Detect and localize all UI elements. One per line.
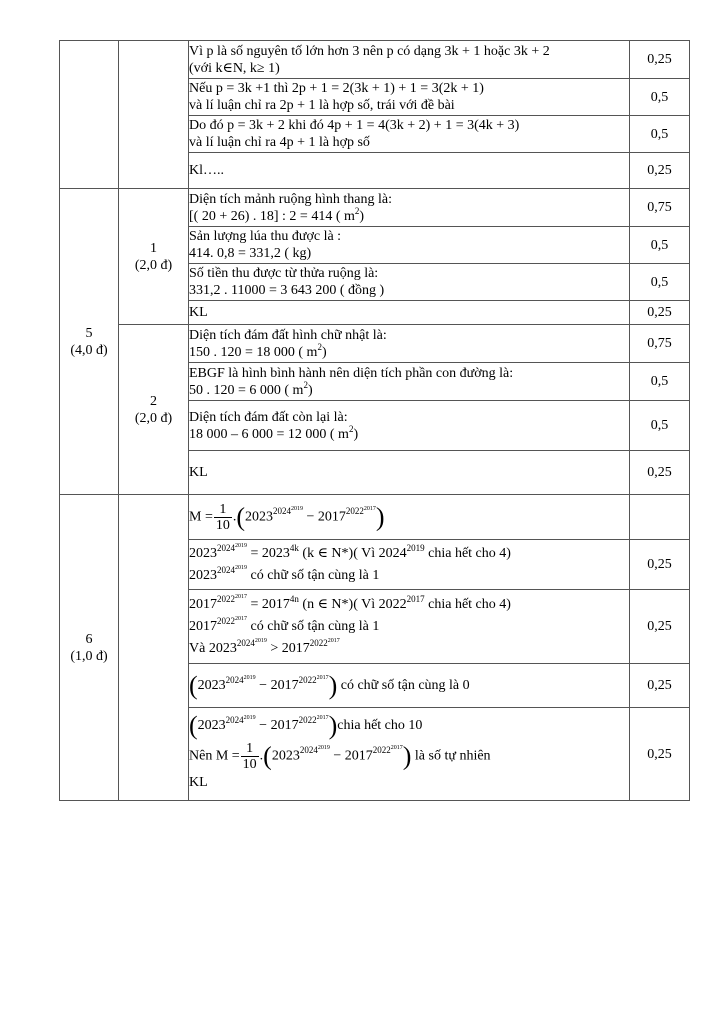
- part-number: 1: [150, 240, 157, 256]
- table-row: [60, 189, 690, 227]
- content-cell: [189, 301, 630, 325]
- score-cell: 0,25: [630, 153, 690, 189]
- score-cell: 0,25: [630, 590, 690, 664]
- part-cell: [119, 41, 189, 189]
- content-line: $2017^{2022^{2017}}$ có chữ số tận cùng là 1: [189, 615, 380, 634]
- content-cell: [189, 495, 630, 540]
- content-line: KL: [189, 774, 208, 790]
- score-cell: 0,25: [630, 540, 690, 590]
- content-line: và lí luận chỉ ra 4p + 1 là hợp số: [189, 135, 370, 150]
- part-points: (2,0 đ): [134, 410, 173, 426]
- content-line: Số tiền thu được từ thửa ruộng là:: [189, 266, 379, 281]
- part-points: (2,0 đ): [134, 257, 173, 273]
- content-line: Diện tích mảnh ruộng hình thang là:: [189, 191, 392, 207]
- score-cell: 0,25: [630, 301, 690, 325]
- table-row: [60, 325, 690, 363]
- content-cell: [189, 227, 630, 264]
- question-points: (4,0 đ): [70, 342, 108, 358]
- score-cell: [630, 495, 690, 540]
- content-cell: [189, 325, 630, 363]
- content-cell: [189, 401, 630, 451]
- content-line: 50 . 120 = 6 000 ( $m^2$): [189, 379, 313, 398]
- score-cell: 0,5: [630, 227, 690, 264]
- question-number: 6: [85, 631, 93, 647]
- content-line: 18 000 – 6 000 = 12 000 ( $m^2$): [189, 423, 359, 442]
- score-cell: 0,5: [630, 401, 690, 451]
- content-line: (với k∈N, k≥ 1): [189, 60, 280, 76]
- content-line: Vì p là số nguyên tố lớn hơn 3 nên p có dạng 3k + 1 hoặc 3k + 2: [189, 43, 550, 59]
- content-line: và lí luận chỉ ra 2p + 1 là hợp số, trái với đề bài: [189, 98, 455, 113]
- content-line: Nếu p = 3k +1 thì 2p + 1 = 2(3k + 1) + 1 = 3(2k + 1): [189, 81, 484, 96]
- part-number: 2: [150, 393, 157, 409]
- score-cell: 0,75: [630, 325, 690, 363]
- score-cell: 0,5: [630, 363, 690, 401]
- grading-table: [59, 40, 690, 801]
- question-cell: [60, 41, 119, 189]
- formula-m: M = $\frac{1}{10}$ $.(2023^{2024^{2019}} - 2017^{2022^{2017}})$: [189, 501, 385, 533]
- content-line: 331,2 . 11000 = 3 643 200 ( đồng ): [189, 283, 385, 298]
- content-line: 414. 0,8 = 331,2 ( kg): [189, 246, 312, 261]
- question-cell: [60, 495, 119, 801]
- content-cell: [189, 153, 630, 189]
- content-cell: [189, 41, 630, 79]
- score-cell: 0,25: [630, 451, 690, 495]
- score-cell: 0,5: [630, 79, 690, 116]
- content-line: $2023^{2024^{2019}}$ có chữ số tận cùng là 1: [189, 564, 380, 583]
- score-cell: 0,5: [630, 116, 690, 153]
- content-line: Sản lượng lúa thu được là :: [189, 229, 342, 244]
- content-line: Diện tích đám đất còn lại là:: [189, 409, 348, 425]
- content-cell: [189, 540, 630, 590]
- content-line: Nên M = $\frac{1}{10}$ $.(2023^{2024^{2019}} - 2017^{2022^{2017}})$ là số tự nhiên: [189, 740, 491, 772]
- content-line: KL: [189, 305, 208, 320]
- content-cell: [189, 189, 630, 227]
- part-cell: [119, 189, 189, 325]
- score-cell: 0,75: [630, 189, 690, 227]
- table-row: [60, 41, 690, 79]
- content-cell: [189, 116, 630, 153]
- question-number: 5: [85, 325, 93, 341]
- content-line: $2023^{2024^{2019}} = 2023^{4k}$ (k ∈ N*)( Vì $2024^{2019}$ chia hết cho 4): [189, 542, 511, 561]
- question-points: (1,0 đ): [70, 648, 108, 664]
- part-cell: [119, 325, 189, 495]
- content-line: Do đó p = 3k + 2 khi đó 4p + 1 = 4(3k + 2) + 1 = 3(4k + 3): [189, 118, 520, 133]
- score-cell: 0,25: [630, 41, 690, 79]
- content-line: [( 20 + 26) . 18] : 2 = 414 ( $m^2$): [189, 205, 365, 224]
- content-cell: [189, 363, 630, 401]
- content-cell: [189, 79, 630, 116]
- content-cell: [189, 590, 630, 664]
- content-line: Diện tích đám đất hình chữ nhật là:: [189, 327, 387, 343]
- content-line: Và $2023^{2024^{2019}} > 2017^{2022^{2017}}$: [189, 637, 340, 656]
- part-cell: [119, 495, 189, 801]
- content-cell: [189, 264, 630, 301]
- table-row: [60, 495, 690, 540]
- question-cell: [60, 189, 119, 495]
- content-cell: [189, 664, 630, 708]
- score-cell: 0,5: [630, 264, 690, 301]
- score-cell: 0,25: [630, 708, 690, 801]
- score-cell: 0,25: [630, 664, 690, 708]
- content-line: KL: [189, 465, 208, 480]
- content-line: $(2023^{2024^{2019}} - 2017^{2022^{2017}})$ có chữ số tận cùng là 0: [189, 670, 470, 700]
- content-cell: [189, 708, 630, 801]
- content-line: ($2023^{2024^{2019}}$ − $2017^{2022^{2017}})chia$ hết cho 10: [189, 710, 423, 740]
- content-line: EBGF là hình bình hành nên diện tích phần con đường là:: [189, 365, 514, 381]
- content-line: $2017^{2022^{2017}} = 2017^{4n}$ (n ∈ N*)( Vì $2022^{2017}$ chia hết cho 4): [189, 593, 511, 612]
- content-line: 150 . 120 = 18 000 ( $m^2$): [189, 341, 327, 360]
- content-line: Kl…..: [189, 163, 224, 178]
- content-cell: [189, 451, 630, 495]
